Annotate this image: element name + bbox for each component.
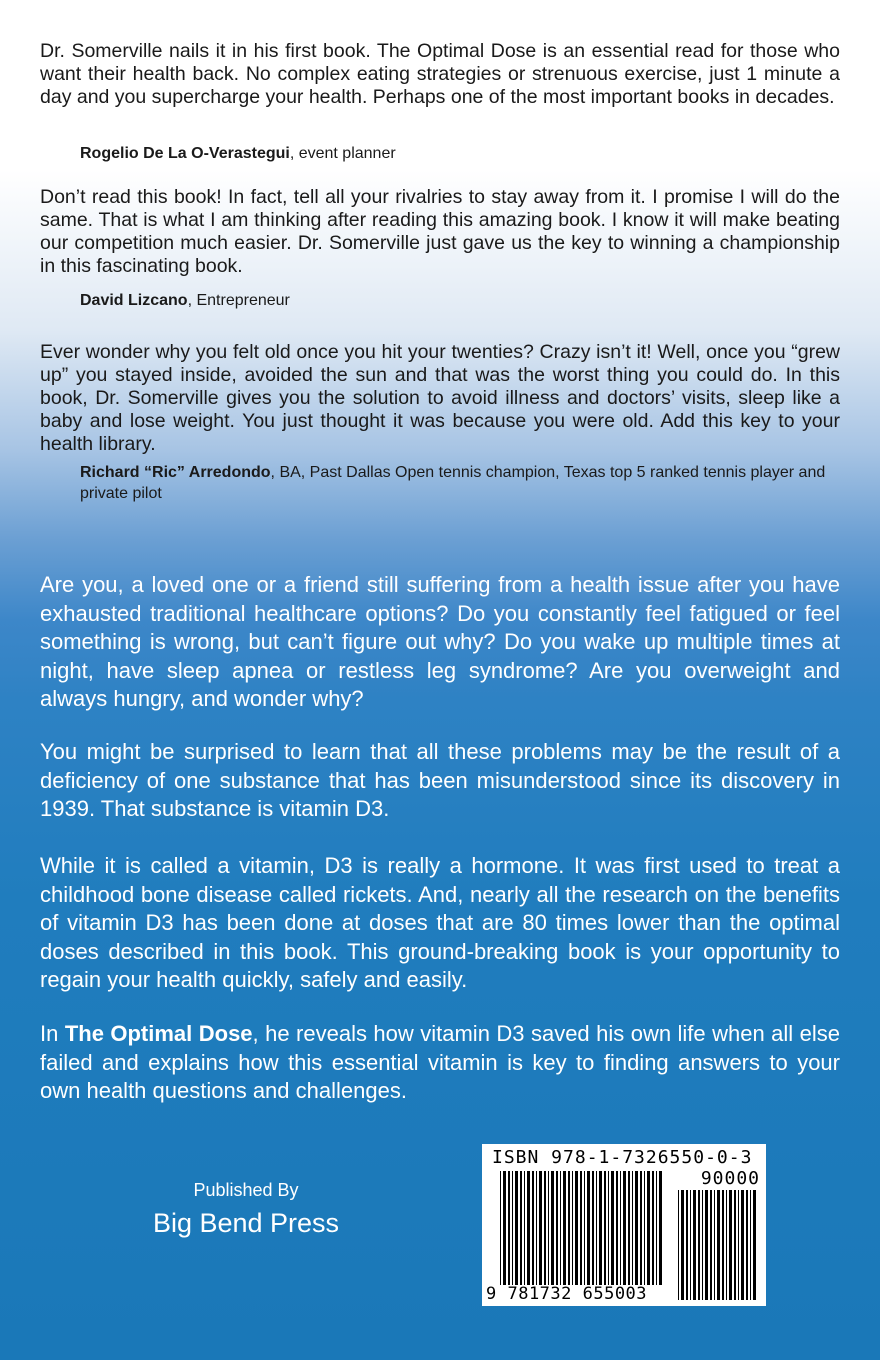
- review-2-text: Don’t read this book! In fact, tell all your rivalries to stay away from it. I promise I will do the same. That is what I am thinking after reading this amazing book. I know it will make beating our competition much easier. Dr. Somerville just gave us the key to winning a championship in this fascinating book.: [40, 186, 840, 277]
- review-2-attribution: [80, 290, 840, 311]
- barcode-bar: [644, 1171, 645, 1285]
- barcode-bar: [527, 1171, 530, 1285]
- barcode-bar: [512, 1171, 513, 1285]
- isbn-text: ISBN 978-1-7326550-0-3: [492, 1147, 753, 1168]
- barcode-bar: [722, 1190, 724, 1300]
- barcode-bar: [556, 1171, 558, 1285]
- barcode-bar: [726, 1190, 727, 1300]
- barcode-bar: [652, 1171, 654, 1285]
- description-paragraph-3: While it is called a vitamin, D3 is really a hormone. It was first used to treat a childhood bone disease called rickets. And, nearly all the research on the benefits of vitamin D3 has been done at doses that are 80 times lower than the optimal doses described in this book. This ground-breaking book is your opportunity to regain your health quickly, safely and easily.: [40, 853, 840, 992]
- barcode-bar: [520, 1171, 522, 1285]
- ean-digits: 9 781732 655003: [486, 1284, 648, 1304]
- isbn-barcode: [482, 1144, 766, 1306]
- barcode-bar: [560, 1171, 561, 1285]
- barcode-bar: [503, 1171, 506, 1285]
- barcode-bar: [572, 1171, 573, 1285]
- barcode-bar: [753, 1190, 756, 1300]
- barcode-bar: [714, 1190, 715, 1300]
- barcode-bar: [702, 1190, 703, 1300]
- description-paragraph-4: [40, 1020, 840, 1106]
- barcode-bar: [548, 1171, 549, 1285]
- barcode-bar: [536, 1171, 537, 1285]
- barcode-bar: [710, 1190, 712, 1300]
- barcode-bar: [659, 1171, 662, 1285]
- description-p4-rest: , he reveals how vitamin D3 saved his own life when all else failed and explains how this essential vitamin is key to finding answers to your own health questions and challenges.: [40, 1021, 840, 1103]
- addon-barcode-bars: [678, 1190, 758, 1300]
- barcode-bar: [604, 1171, 606, 1285]
- barcode-bar: [575, 1171, 578, 1285]
- barcode-bar: [656, 1171, 657, 1285]
- barcode-bar: [563, 1171, 566, 1285]
- review-1-author: Rogelio De La O-Verastegui: [80, 145, 290, 162]
- barcode-bar: [750, 1190, 751, 1300]
- barcode-bar: [717, 1190, 720, 1300]
- barcode-bar: [705, 1190, 708, 1300]
- barcode-bar: [678, 1190, 679, 1300]
- review-2-role: , Entrepreneur: [187, 292, 290, 309]
- barcode-bar: [515, 1171, 518, 1285]
- barcode-bar: [632, 1171, 633, 1285]
- barcode-bar: [508, 1171, 510, 1285]
- barcode-bar: [620, 1171, 621, 1285]
- review-3-attribution: [80, 462, 840, 504]
- barcode-bar: [628, 1171, 630, 1285]
- barcode-bar: [686, 1190, 688, 1300]
- barcode-bar: [640, 1171, 642, 1285]
- barcode-bar: [532, 1171, 534, 1285]
- barcode-bar: [584, 1171, 585, 1285]
- barcode-bar: [524, 1171, 525, 1285]
- barcode-bar: [551, 1171, 554, 1285]
- barcode-bar: [608, 1171, 609, 1285]
- barcode-bar: [539, 1171, 542, 1285]
- barcode-bar: [592, 1171, 594, 1285]
- review-1-role: , event planner: [289, 145, 396, 162]
- barcode-bar: [587, 1171, 590, 1285]
- review-3-role: , BA, Past Dallas Open tennis champion, Texas top 5 ranked tennis player and private pilot: [80, 464, 826, 502]
- description-p4-intro: In: [40, 1021, 65, 1046]
- description-paragraph-2: You might be surprised to learn that all these problems may be the result of a deficiency of one substance that has been misunderstood since its discovery in 1939. That substance is vitamin D3.: [40, 739, 840, 821]
- barcode-bar: [647, 1171, 650, 1285]
- barcode-bar: [734, 1190, 736, 1300]
- review-3-text: Ever wonder why you felt old once you hit your twenties? Crazy isn’t it! Well, once you “grew up” you stayed inside, avoided the sun and that was the worst thing you could do. In this book, Dr. Somerville gives you the solution to avoid illness and doctors’ visits, sleep like a baby and lose weight. You just thought it was because you were old. Add this key to your health library.: [40, 341, 840, 455]
- barcode-bar: [729, 1190, 732, 1300]
- barcode-bar: [738, 1190, 739, 1300]
- barcode-bar: [616, 1171, 618, 1285]
- barcode-bar: [580, 1171, 582, 1285]
- review-2-author: David Lizcano: [80, 292, 188, 309]
- publisher-name: Big Bend Press: [152, 1208, 340, 1238]
- barcode-bar: [690, 1190, 691, 1300]
- description-paragraph-1: Are you, a loved one or a friend still suffering from a health issue after you have exhausted traditional healthcare options? Do you constantly feel fatigued or feel something is wrong, but can’t figure out why? Do you wake up multiple times at night, have sleep apnea or restless leg syndrome? Are you overweight and always hungry, and wonder why?: [40, 572, 840, 711]
- ean-barcode-bars: [500, 1171, 665, 1285]
- barcode-bar: [741, 1190, 744, 1300]
- barcode-bar: [568, 1171, 570, 1285]
- barcode-bar: [599, 1171, 602, 1285]
- review-1-text: Dr. Somerville nails it in his first book. The Optimal Dose is an essential read for those who want their health back. No complex eating strategies or strenuous exercise, just 1 minute a day and you supercharge your health. Perhaps one of the most important books in decades.: [40, 40, 840, 108]
- barcode-bar: [698, 1190, 700, 1300]
- barcode-bar: [635, 1171, 638, 1285]
- review-1-attribution: [80, 143, 840, 164]
- barcode-bar: [746, 1190, 748, 1300]
- book-title: The Optimal Dose: [64, 1021, 253, 1046]
- barcode-bar: [611, 1171, 614, 1285]
- barcode-bar: [681, 1190, 684, 1300]
- barcode-bar: [623, 1171, 626, 1285]
- barcode-bar: [544, 1171, 546, 1285]
- price-code: 90000: [700, 1168, 760, 1189]
- published-by-label: Published By: [193, 1180, 299, 1200]
- barcode-bar: [693, 1190, 696, 1300]
- barcode-bar: [596, 1171, 597, 1285]
- review-3-author: Richard “Ric” Arredondo: [80, 464, 271, 481]
- barcode-bar: [500, 1171, 501, 1285]
